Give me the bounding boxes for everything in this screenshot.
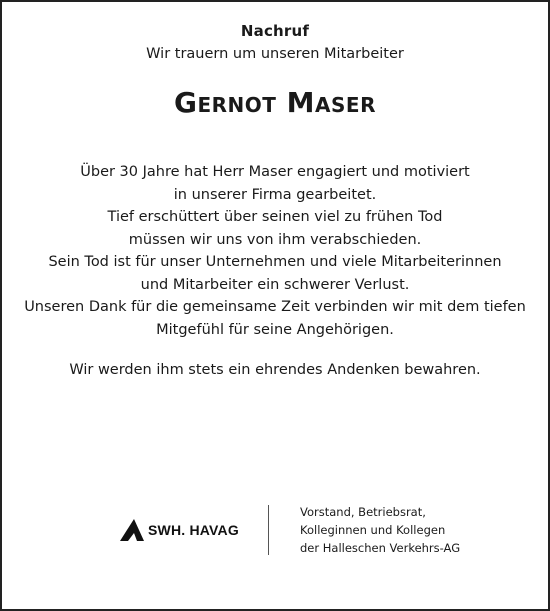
signer-line: Vorstand, Betriebsrat, xyxy=(300,505,426,519)
signer-line: Kolleginnen und Kollegen xyxy=(300,523,446,537)
body-line: Über 30 Jahre hat Herr Maser engagiert und motiviert xyxy=(80,164,470,180)
body-line: Tief erschüttert über seinen viel zu frühen Tod xyxy=(107,209,443,225)
notice-heading: Nachruf xyxy=(240,22,310,40)
body-line: Unseren Dank für die gemeinsame Zeit verbinden wir mit dem tiefen xyxy=(24,299,526,315)
footer-divider xyxy=(268,505,269,555)
body-line: in unserer Firma gearbeitet. xyxy=(173,186,377,203)
logo-text: SWH. HAVAG xyxy=(148,522,239,538)
deceased-name: Gernot Maser xyxy=(174,86,376,119)
body-line: müssen wir uns von ihm verabschieden. xyxy=(128,231,422,248)
closing-line: Wir werden ihm stets ein ehrendes Andenken bewahren. xyxy=(69,362,481,378)
company-logo xyxy=(120,517,239,543)
body-line: Sein Tod ist für unser Unternehmen und viele Mitarbeiterinnen xyxy=(48,254,502,270)
body-line: Mitgefühl für seine Angehörigen. xyxy=(156,321,394,338)
triangle-mark-icon xyxy=(120,519,144,541)
signers-block xyxy=(300,503,460,557)
body-line: und Mitarbeiter ein schwerer Verlust. xyxy=(140,276,410,293)
notice-body xyxy=(0,161,550,341)
notice-subheading: Wir trauern um unseren Mitarbeiter xyxy=(146,46,404,62)
signer-line: der Halleschen Verkehrs-AG xyxy=(300,541,461,555)
